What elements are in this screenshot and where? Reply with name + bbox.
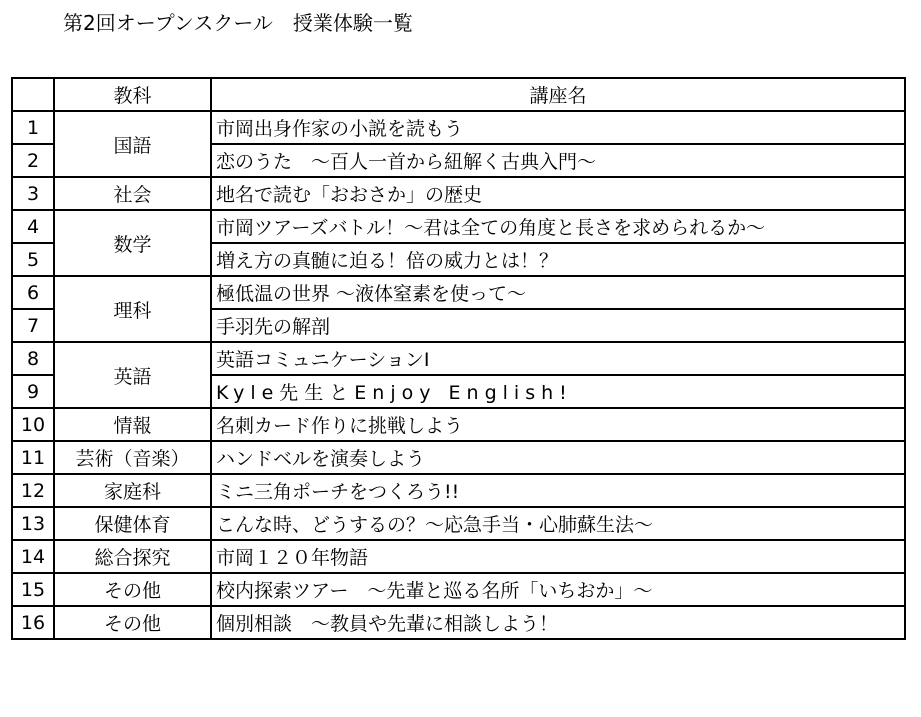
row-course: 市岡１２０年物語: [211, 540, 905, 573]
row-course: 手羽先の解剖: [211, 309, 905, 342]
row-course: 増え方の真髄に迫る！倍の威力とは！？: [211, 243, 905, 276]
row-course: 極低温の世界 ～液体窒素を使って～: [211, 276, 905, 309]
row-number: 1: [12, 111, 54, 144]
header-subject: 教科: [54, 78, 211, 111]
table-row: [12, 441, 905, 474]
row-number: 16: [12, 606, 54, 639]
row-number: 7: [12, 309, 54, 342]
table-row: [12, 210, 905, 243]
row-number: 15: [12, 573, 54, 606]
table-row: [12, 606, 905, 639]
table-row: [12, 342, 905, 375]
row-number: 9: [12, 375, 54, 408]
row-course: 個別相談 ～教員や先輩に相談しよう！: [211, 606, 905, 639]
row-number: 2: [12, 144, 54, 177]
row-subject: 保健体育: [54, 507, 211, 540]
row-number: 8: [12, 342, 54, 375]
row-course: ミニ三角ポーチをつくろう!!: [211, 474, 905, 507]
row-subject: 総合探究: [54, 540, 211, 573]
row-subject: 理科: [54, 276, 211, 342]
row-subject: その他: [54, 573, 211, 606]
table-row: [12, 276, 905, 309]
row-subject: その他: [54, 606, 211, 639]
row-course: ハンドベルを演奏しよう: [211, 441, 905, 474]
row-number: 4: [12, 210, 54, 243]
row-course: 市岡出身作家の小説を読もう: [211, 111, 905, 144]
row-course: Kyle先生とEnjoy English!: [211, 375, 905, 408]
row-subject: 芸術（音楽）: [54, 441, 211, 474]
row-subject: 数学: [54, 210, 211, 276]
table-row: [12, 573, 905, 606]
course-table: [11, 77, 906, 640]
row-number: 10: [12, 408, 54, 441]
table-row: [12, 540, 905, 573]
row-subject: 社会: [54, 177, 211, 210]
table-row: [12, 507, 905, 540]
table-row: [12, 177, 905, 210]
header-number: [12, 78, 54, 111]
row-number: 11: [12, 441, 54, 474]
row-course: 市岡ツアーズバトル！～君は全ての角度と長さを求められるか～: [211, 210, 905, 243]
row-number: 6: [12, 276, 54, 309]
row-number: 13: [12, 507, 54, 540]
row-number: 3: [12, 177, 54, 210]
row-course: 英語コミュニケーションⅠ: [211, 342, 905, 375]
row-subject: 情報: [54, 408, 211, 441]
header-course: 講座名: [211, 78, 905, 111]
row-subject: 英語: [54, 342, 211, 408]
table-row: [12, 474, 905, 507]
table-row: [12, 111, 905, 144]
row-course: 校内探索ツアー ～先輩と巡る名所「いちおか」～: [211, 573, 905, 606]
row-subject: 国語: [54, 111, 211, 177]
table-row: [12, 408, 905, 441]
row-number: 5: [12, 243, 54, 276]
row-course: 恋のうた ～百人一首から紐解く古典入門～: [211, 144, 905, 177]
row-course: 地名で読む「おおさか」の歴史: [211, 177, 905, 210]
row-number: 12: [12, 474, 54, 507]
row-number: 14: [12, 540, 54, 573]
page-title: 第2回オープンスクール 授業体験一覧: [63, 11, 413, 35]
row-subject: 家庭科: [54, 474, 211, 507]
table-header-row: [12, 78, 905, 111]
row-course: こんな時、どうするの？～応急手当・心肺蘇生法～: [211, 507, 905, 540]
row-course: 名刺カード作りに挑戦しよう: [211, 408, 905, 441]
